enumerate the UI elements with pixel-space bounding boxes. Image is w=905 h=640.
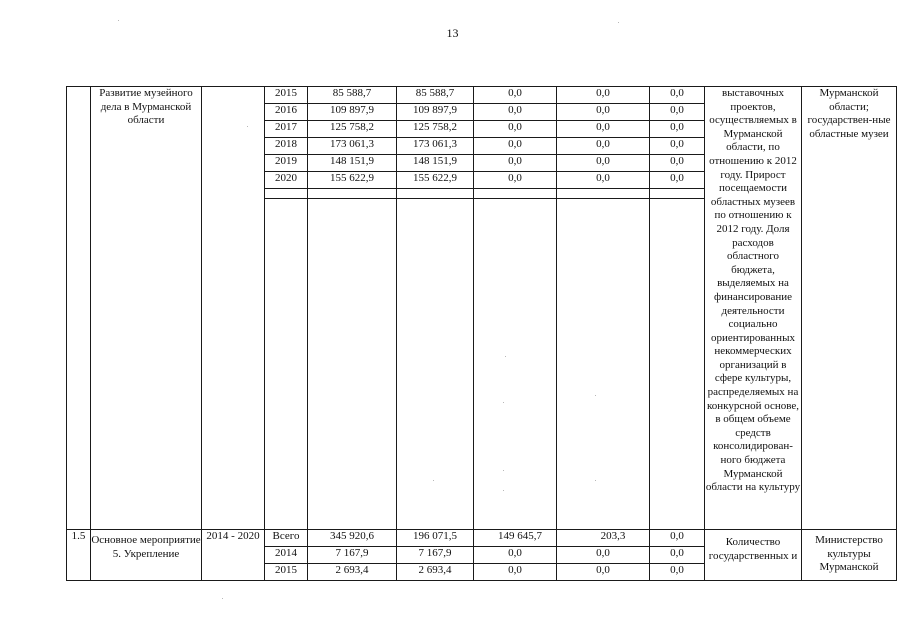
federal-budget-cell: 0,0 — [474, 564, 557, 581]
indicator-text: выставочных проектов, осуществляемых в Мурманской области, по отношению к 2012 году. Прирост посещаемости областных музеев по отношению к 2012 году. Доля расходов областного бюджета, выделяемых на финансирование деятельности социально ориентированных некоммерческих организаций в сфере культуры, распределяемых на конкурсной основе, в общем объеме средств консолидирован-ного бюджета Мурманской области на культуру — [705, 87, 801, 494]
empty-cell — [474, 189, 557, 199]
municipal-budget-cell: 0,0 — [557, 138, 650, 155]
total-cell: 155 622,9 — [308, 172, 397, 189]
scan-speck — [618, 22, 619, 23]
year-cell: 2014 — [265, 547, 308, 564]
total-cell: 125 758,2 — [308, 121, 397, 138]
indicator-text: Количество государственных и — [708, 536, 798, 562]
period-cell — [202, 87, 265, 530]
scan-speck — [222, 598, 223, 599]
year-cell: 2018 — [265, 138, 308, 155]
federal-budget-cell: 0,0 — [474, 87, 557, 104]
row-number: 1.5 — [71, 530, 86, 542]
table-row — [67, 87, 897, 104]
activity-name: Основное мероприятие 5. Укрепление — [91, 534, 201, 560]
total-cell: 345 920,6 — [308, 530, 397, 547]
extrabudget-cell: 0,0 — [650, 121, 705, 138]
total-cell: 7 167,9 — [308, 547, 397, 564]
empty-cell — [557, 189, 650, 199]
extrabudget-cell: 0,0 — [650, 104, 705, 121]
row-number-cell — [67, 530, 91, 581]
executor-cell — [802, 87, 897, 530]
table-row — [67, 530, 897, 547]
municipal-budget-cell: 0,0 — [557, 104, 650, 121]
federal-budget-cell: 0,0 — [474, 138, 557, 155]
regional-budget-cell: 7 167,9 — [397, 547, 474, 564]
indicator-cell — [705, 530, 802, 581]
year-cell: 2016 — [265, 104, 308, 121]
row-number-cell — [67, 87, 91, 530]
empty-cell — [265, 189, 308, 199]
empty-cell — [557, 199, 650, 530]
extrabudget-cell: 0,0 — [650, 138, 705, 155]
extrabudget-cell: 0,0 — [650, 155, 705, 172]
activity-name-cell — [91, 87, 202, 530]
municipal-budget-cell: 203,3 — [557, 530, 650, 547]
year-cell: 2015 — [265, 564, 308, 581]
regional-budget-cell: 109 897,9 — [397, 104, 474, 121]
federal-budget-cell: 0,0 — [474, 104, 557, 121]
federal-budget-cell: 149 645,7 — [474, 530, 557, 547]
regional-budget-cell: 196 071,5 — [397, 530, 474, 547]
total-cell: 173 061,3 — [308, 138, 397, 155]
empty-cell — [397, 189, 474, 199]
period: 2014 - 2020 — [206, 530, 260, 542]
extrabudget-cell: 0,0 — [650, 87, 705, 104]
regional-budget-cell: 85 588,7 — [397, 87, 474, 104]
year-cell: 2015 — [265, 87, 308, 104]
total-cell: 85 588,7 — [308, 87, 397, 104]
municipal-budget-cell: 0,0 — [557, 121, 650, 138]
empty-cell — [308, 199, 397, 530]
empty-cell — [308, 189, 397, 199]
empty-cell — [397, 199, 474, 530]
empty-cell — [650, 189, 705, 199]
federal-budget-cell: 0,0 — [474, 547, 557, 564]
empty-cell — [650, 199, 705, 530]
extrabudget-cell: 0,0 — [650, 530, 705, 547]
extrabudget-cell: 0,0 — [650, 547, 705, 564]
municipal-budget-cell: 0,0 — [557, 87, 650, 104]
empty-cell — [474, 199, 557, 530]
regional-budget-cell: 2 693,4 — [397, 564, 474, 581]
executor-text: Министерство культуры Мурманской — [815, 534, 883, 574]
extrabudget-cell: 0,0 — [650, 172, 705, 189]
regional-budget-cell: 155 622,9 — [397, 172, 474, 189]
regional-budget-cell: 125 758,2 — [397, 121, 474, 138]
municipal-budget-cell: 0,0 — [557, 172, 650, 189]
total-cell: 109 897,9 — [308, 104, 397, 121]
empty-cell — [265, 199, 308, 530]
year-cell: 2019 — [265, 155, 308, 172]
activity-name: Развитие музейного дела в Мурманской области — [99, 87, 193, 127]
year-cell: 2017 — [265, 121, 308, 138]
municipal-budget-cell: 0,0 — [557, 155, 650, 172]
activity-name-cell — [91, 530, 202, 581]
indicator-cell — [705, 87, 802, 530]
federal-budget-cell: 0,0 — [474, 121, 557, 138]
year-cell: Всего — [265, 530, 308, 547]
federal-budget-cell: 0,0 — [474, 172, 557, 189]
regional-budget-cell: 173 061,3 — [397, 138, 474, 155]
federal-budget-cell: 0,0 — [474, 155, 557, 172]
program-activities-table — [66, 86, 897, 581]
page-number: 13 — [446, 26, 459, 40]
total-cell: 2 693,4 — [308, 564, 397, 581]
extrabudget-cell: 0,0 — [650, 564, 705, 581]
scan-speck — [118, 20, 119, 21]
municipal-budget-cell: 0,0 — [557, 547, 650, 564]
executor-cell — [802, 530, 897, 581]
total-cell: 148 151,9 — [308, 155, 397, 172]
year-cell: 2020 — [265, 172, 308, 189]
period-cell — [202, 530, 265, 581]
regional-budget-cell: 148 151,9 — [397, 155, 474, 172]
executor-text: Мурманской области; государствен-ные областные музеи — [807, 87, 891, 140]
municipal-budget-cell: 0,0 — [557, 564, 650, 581]
